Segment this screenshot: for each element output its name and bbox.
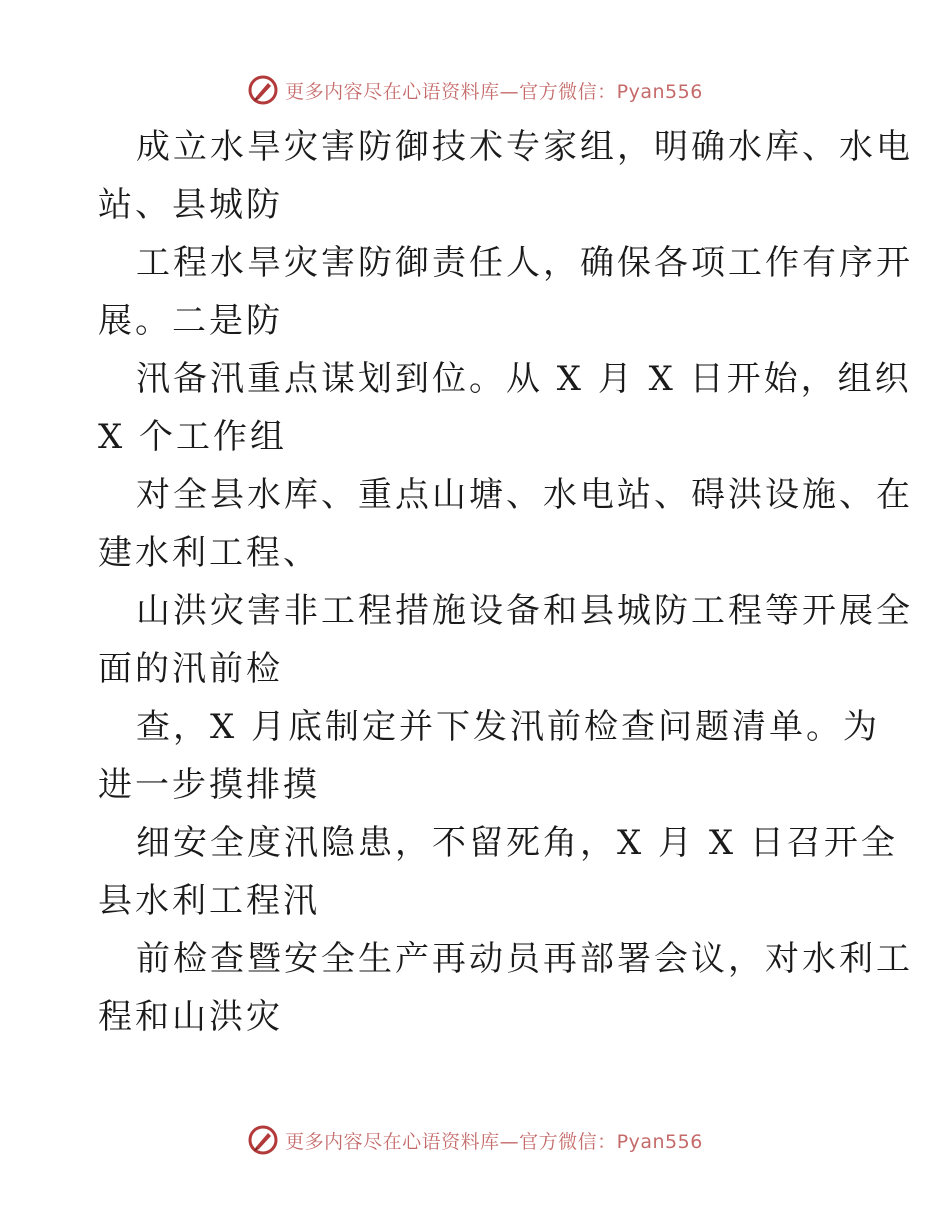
text-line: 前检查暨安全生产再动员再部署会议，对水利工 bbox=[136, 939, 913, 979]
text-line: 程和山洪灾 bbox=[98, 997, 283, 1037]
text-line: 面的汛前检 bbox=[98, 649, 283, 689]
watermark-text: 更多内容尽在心语资料库—官方微信：Pyan556 bbox=[285, 1130, 703, 1153]
text-line: 站、县城防 bbox=[98, 185, 283, 225]
watermark-text: 更多内容尽在心语资料库—官方微信：Pyan556 bbox=[285, 80, 703, 103]
document-body bbox=[98, 118, 913, 1046]
text-line: 查，X 月底制定并下发汛前检查问题清单。为 bbox=[136, 707, 881, 747]
text-line: X 个工作组 bbox=[98, 417, 288, 457]
text-line: 展。二是防 bbox=[98, 301, 283, 341]
text-line: 县水利工程汛 bbox=[98, 881, 320, 921]
pen-logo-icon bbox=[247, 1124, 279, 1156]
header-watermark bbox=[0, 70, 950, 110]
text-line: 汛备汛重点谋划到位。从 X 月 X 日开始，组织 bbox=[136, 359, 912, 399]
text-line: 山洪灾害非工程措施设备和县城防工程等开展全 bbox=[136, 591, 913, 631]
text-line: 进一步摸排摸 bbox=[98, 765, 320, 805]
text-line: 细安全度汛隐患，不留死角，X 月 X 日召开全 bbox=[136, 823, 898, 863]
text-line: 对全县水库、重点山塘、水电站、碍洪设施、在 bbox=[136, 475, 913, 515]
text-line: 工程水旱灾害防御责任人，确保各项工作有序开 bbox=[136, 243, 913, 283]
text-line: 建水利工程、 bbox=[98, 533, 320, 573]
pen-logo-icon bbox=[247, 74, 279, 106]
text-line: 成立水旱灾害防御技术专家组，明确水库、水电 bbox=[136, 127, 913, 167]
footer-watermark bbox=[0, 1120, 950, 1160]
